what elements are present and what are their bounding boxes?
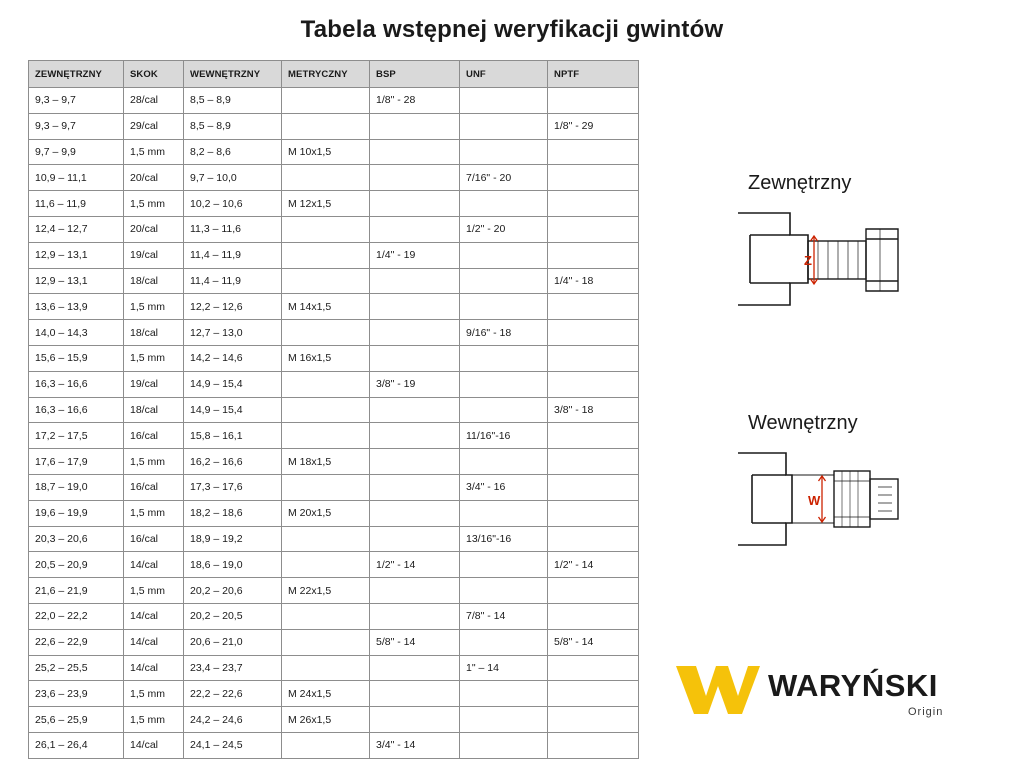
cell-unf [460, 139, 548, 165]
cell-metryczny [282, 629, 370, 655]
table-row [29, 397, 639, 423]
cell-zewnetrzny: 17,6 – 17,9 [29, 449, 124, 475]
cell-unf [460, 552, 548, 578]
cell-skok: 1,5 mm [124, 191, 184, 217]
cell-skok: 28/cal [124, 88, 184, 114]
cell-bsp [370, 423, 460, 449]
cell-unf: 7/8" - 14 [460, 603, 548, 629]
cell-skok: 20/cal [124, 165, 184, 191]
cell-unf: 7/16" - 20 [460, 165, 548, 191]
cell-wewnetrzny: 14,2 – 14,6 [184, 345, 282, 371]
table-row [29, 423, 639, 449]
cell-zewnetrzny: 16,3 – 16,6 [29, 397, 124, 423]
cell-metryczny [282, 113, 370, 139]
cell-nptf [548, 732, 639, 758]
cell-skok: 29/cal [124, 113, 184, 139]
cell-unf [460, 242, 548, 268]
table-row [29, 603, 639, 629]
threads-table [28, 60, 639, 759]
cell-nptf [548, 603, 639, 629]
cell-wewnetrzny: 15,8 – 16,1 [184, 423, 282, 449]
cell-wewnetrzny: 20,6 – 21,0 [184, 629, 282, 655]
cell-nptf [548, 88, 639, 114]
cell-metryczny [282, 732, 370, 758]
table-row [29, 552, 639, 578]
table-body [29, 88, 639, 759]
cell-skok: 16/cal [124, 526, 184, 552]
cell-unf [460, 191, 548, 217]
table-row [29, 449, 639, 475]
cell-metryczny [282, 552, 370, 578]
cell-nptf [548, 707, 639, 733]
cell-nptf: 5/8" - 14 [548, 629, 639, 655]
cell-unf [460, 681, 548, 707]
cell-zewnetrzny: 25,6 – 25,9 [29, 707, 124, 733]
cell-metryczny [282, 268, 370, 294]
cell-zewnetrzny: 11,6 – 11,9 [29, 191, 124, 217]
cell-wewnetrzny: 17,3 – 17,6 [184, 474, 282, 500]
column-header-zewnetrzny: ZEWNĘTRZNY [29, 61, 124, 88]
logo-tagline: Origin [908, 706, 944, 718]
cell-nptf [548, 320, 639, 346]
cell-skok: 14/cal [124, 655, 184, 681]
cell-bsp: 1/2" - 14 [370, 552, 460, 578]
cell-zewnetrzny: 22,0 – 22,2 [29, 603, 124, 629]
cell-bsp [370, 397, 460, 423]
cell-metryczny [282, 474, 370, 500]
cell-unf [460, 500, 548, 526]
cell-nptf [548, 294, 639, 320]
table-row [29, 113, 639, 139]
threads-table-container [28, 60, 638, 759]
table-row [29, 165, 639, 191]
cell-metryczny [282, 88, 370, 114]
cell-bsp [370, 500, 460, 526]
cell-metryczny: M 20x1,5 [282, 500, 370, 526]
cell-metryczny: M 16x1,5 [282, 345, 370, 371]
cell-unf [460, 268, 548, 294]
cell-bsp: 3/4" - 14 [370, 732, 460, 758]
cell-metryczny: M 24x1,5 [282, 681, 370, 707]
diagram-outer-thread [730, 205, 930, 315]
cell-unf: 1" – 14 [460, 655, 548, 681]
cell-unf: 13/16"-16 [460, 526, 548, 552]
cell-wewnetrzny: 18,9 – 19,2 [184, 526, 282, 552]
cell-unf: 9/16" - 18 [460, 320, 548, 346]
cell-skok: 14/cal [124, 552, 184, 578]
cell-zewnetrzny: 20,5 – 20,9 [29, 552, 124, 578]
cell-bsp [370, 655, 460, 681]
cell-nptf [548, 371, 639, 397]
cell-wewnetrzny: 22,2 – 22,6 [184, 681, 282, 707]
cell-nptf [548, 578, 639, 604]
cell-bsp [370, 268, 460, 294]
cell-bsp: 1/4" - 19 [370, 242, 460, 268]
cell-wewnetrzny: 20,2 – 20,5 [184, 603, 282, 629]
cell-wewnetrzny: 20,2 – 20,6 [184, 578, 282, 604]
cell-skok: 19/cal [124, 371, 184, 397]
cell-skok: 19/cal [124, 242, 184, 268]
cell-metryczny: M 14x1,5 [282, 294, 370, 320]
cell-zewnetrzny: 12,9 – 13,1 [29, 242, 124, 268]
cell-unf [460, 397, 548, 423]
cell-skok: 16/cal [124, 474, 184, 500]
cell-skok: 1,5 mm [124, 578, 184, 604]
cell-wewnetrzny: 14,9 – 15,4 [184, 371, 282, 397]
cell-wewnetrzny: 24,1 – 24,5 [184, 732, 282, 758]
cell-zewnetrzny: 20,3 – 20,6 [29, 526, 124, 552]
cell-bsp [370, 139, 460, 165]
cell-bsp [370, 681, 460, 707]
cell-wewnetrzny: 24,2 – 24,6 [184, 707, 282, 733]
cell-nptf [548, 165, 639, 191]
cell-wewnetrzny: 11,4 – 11,9 [184, 242, 282, 268]
table-row [29, 578, 639, 604]
table-header-row [29, 61, 639, 88]
table-row [29, 345, 639, 371]
cell-nptf: 1/2" - 14 [548, 552, 639, 578]
cell-bsp [370, 320, 460, 346]
cell-wewnetrzny: 11,4 – 11,9 [184, 268, 282, 294]
cell-zewnetrzny: 25,2 – 25,5 [29, 655, 124, 681]
cell-nptf [548, 423, 639, 449]
cell-bsp [370, 707, 460, 733]
cell-skok: 1,5 mm [124, 681, 184, 707]
table-row [29, 474, 639, 500]
cell-bsp [370, 216, 460, 242]
cell-zewnetrzny: 12,9 – 13,1 [29, 268, 124, 294]
cell-zewnetrzny: 22,6 – 22,9 [29, 629, 124, 655]
table-row [29, 681, 639, 707]
page-title: Tabela wstępnej weryfikacji gwintów [300, 16, 724, 43]
cell-nptf: 3/8" - 18 [548, 397, 639, 423]
cell-nptf [548, 500, 639, 526]
cell-skok: 1,5 mm [124, 139, 184, 165]
diagram-inner-measure-letter: W [808, 493, 821, 508]
cell-zewnetrzny: 16,3 – 16,6 [29, 371, 124, 397]
cell-bsp: 1/8" - 28 [370, 88, 460, 114]
table-row [29, 88, 639, 114]
cell-unf [460, 345, 548, 371]
cell-nptf [548, 449, 639, 475]
diagram-label-inner: Wewnętrzny [748, 412, 858, 434]
cell-nptf: 1/4" - 18 [548, 268, 639, 294]
cell-skok: 1,5 mm [124, 449, 184, 475]
cell-zewnetrzny: 21,6 – 21,9 [29, 578, 124, 604]
table-row [29, 707, 639, 733]
cell-unf [460, 113, 548, 139]
cell-bsp [370, 603, 460, 629]
cell-skok: 14/cal [124, 603, 184, 629]
cell-bsp [370, 578, 460, 604]
cell-zewnetrzny: 9,7 – 9,9 [29, 139, 124, 165]
cell-wewnetrzny: 18,6 – 19,0 [184, 552, 282, 578]
cell-zewnetrzny: 13,6 – 13,9 [29, 294, 124, 320]
cell-metryczny [282, 320, 370, 346]
cell-bsp [370, 474, 460, 500]
cell-unf [460, 732, 548, 758]
column-header-wewnetrzny: WEWNĘTRZNY [184, 61, 282, 88]
cell-wewnetrzny: 8,5 – 8,9 [184, 113, 282, 139]
table-row [29, 294, 639, 320]
cell-unf: 3/4" - 16 [460, 474, 548, 500]
cell-skok: 18/cal [124, 397, 184, 423]
cell-nptf: 1/8" - 29 [548, 113, 639, 139]
diagram-label-outer: Zewnętrzny [748, 172, 852, 194]
cell-skok: 18/cal [124, 268, 184, 294]
cell-wewnetrzny: 10,2 – 10,6 [184, 191, 282, 217]
cell-unf [460, 629, 548, 655]
column-header-skok: SKOK [124, 61, 184, 88]
table-row [29, 320, 639, 346]
column-header-bsp: BSP [370, 61, 460, 88]
cell-unf: 1/2" - 20 [460, 216, 548, 242]
cell-wewnetrzny: 11,3 – 11,6 [184, 216, 282, 242]
cell-unf [460, 371, 548, 397]
cell-metryczny: M 12x1,5 [282, 191, 370, 217]
cell-zewnetrzny: 10,9 – 11,1 [29, 165, 124, 191]
cell-wewnetrzny: 12,7 – 13,0 [184, 320, 282, 346]
cell-metryczny [282, 423, 370, 449]
table-row [29, 139, 639, 165]
table-row [29, 526, 639, 552]
cell-bsp [370, 449, 460, 475]
cell-wewnetrzny: 16,2 – 16,6 [184, 449, 282, 475]
cell-zewnetrzny: 17,2 – 17,5 [29, 423, 124, 449]
cell-unf [460, 707, 548, 733]
cell-skok: 20/cal [124, 216, 184, 242]
diagram-outer-measure-letter: Z [804, 253, 812, 268]
cell-nptf [548, 345, 639, 371]
cell-wewnetrzny: 18,2 – 18,6 [184, 500, 282, 526]
cell-metryczny: M 22x1,5 [282, 578, 370, 604]
cell-wewnetrzny: 23,4 – 23,7 [184, 655, 282, 681]
cell-zewnetrzny: 15,6 – 15,9 [29, 345, 124, 371]
cell-metryczny: M 26x1,5 [282, 707, 370, 733]
cell-metryczny [282, 526, 370, 552]
table-row [29, 242, 639, 268]
logo-company-name: WARYŃSKI [768, 668, 938, 703]
cell-unf [460, 294, 548, 320]
cell-unf [460, 449, 548, 475]
cell-wewnetrzny: 9,7 – 10,0 [184, 165, 282, 191]
cell-zewnetrzny: 18,7 – 19,0 [29, 474, 124, 500]
cell-metryczny [282, 603, 370, 629]
waryński-w-mark-icon [672, 662, 764, 718]
table-row [29, 629, 639, 655]
cell-wewnetrzny: 14,9 – 15,4 [184, 397, 282, 423]
cell-bsp: 5/8" - 14 [370, 629, 460, 655]
company-logo [672, 662, 992, 732]
cell-skok: 14/cal [124, 732, 184, 758]
table-row [29, 371, 639, 397]
cell-zewnetrzny: 26,1 – 26,4 [29, 732, 124, 758]
cell-wewnetrzny: 12,2 – 12,6 [184, 294, 282, 320]
cell-nptf [548, 655, 639, 681]
cell-zewnetrzny: 12,4 – 12,7 [29, 216, 124, 242]
cell-skok: 1,5 mm [124, 294, 184, 320]
column-header-nptf: NPTF [548, 61, 639, 88]
cell-bsp [370, 191, 460, 217]
cell-bsp [370, 294, 460, 320]
cell-nptf [548, 526, 639, 552]
cell-nptf [548, 216, 639, 242]
cell-zewnetrzny: 9,3 – 9,7 [29, 88, 124, 114]
cell-metryczny [282, 397, 370, 423]
diagram-inner-thread [730, 445, 930, 555]
cell-nptf [548, 242, 639, 268]
cell-nptf [548, 139, 639, 165]
cell-skok: 1,5 mm [124, 345, 184, 371]
cell-zewnetrzny: 14,0 – 14,3 [29, 320, 124, 346]
cell-skok: 14/cal [124, 629, 184, 655]
table-row [29, 268, 639, 294]
cell-unf [460, 578, 548, 604]
table-row [29, 500, 639, 526]
cell-wewnetrzny: 8,2 – 8,6 [184, 139, 282, 165]
cell-bsp: 3/8" - 19 [370, 371, 460, 397]
cell-zewnetrzny: 19,6 – 19,9 [29, 500, 124, 526]
column-header-unf: UNF [460, 61, 548, 88]
cell-nptf [548, 474, 639, 500]
cell-metryczny [282, 242, 370, 268]
cell-metryczny [282, 165, 370, 191]
cell-metryczny: M 18x1,5 [282, 449, 370, 475]
cell-metryczny [282, 216, 370, 242]
table-row [29, 191, 639, 217]
cell-bsp [370, 345, 460, 371]
cell-unf [460, 88, 548, 114]
cell-metryczny [282, 371, 370, 397]
column-header-metryczny: METRYCZNY [282, 61, 370, 88]
cell-nptf [548, 191, 639, 217]
cell-zewnetrzny: 23,6 – 23,9 [29, 681, 124, 707]
table-row [29, 655, 639, 681]
cell-bsp [370, 165, 460, 191]
cell-metryczny: M 10x1,5 [282, 139, 370, 165]
cell-skok: 1,5 mm [124, 707, 184, 733]
cell-skok: 16/cal [124, 423, 184, 449]
cell-bsp [370, 113, 460, 139]
cell-zewnetrzny: 9,3 – 9,7 [29, 113, 124, 139]
cell-unf: 11/16"-16 [460, 423, 548, 449]
cell-skok: 18/cal [124, 320, 184, 346]
cell-nptf [548, 681, 639, 707]
cell-skok: 1,5 mm [124, 500, 184, 526]
cell-wewnetrzny: 8,5 – 8,9 [184, 88, 282, 114]
table-row [29, 216, 639, 242]
table-row [29, 732, 639, 758]
cell-metryczny [282, 655, 370, 681]
cell-bsp [370, 526, 460, 552]
